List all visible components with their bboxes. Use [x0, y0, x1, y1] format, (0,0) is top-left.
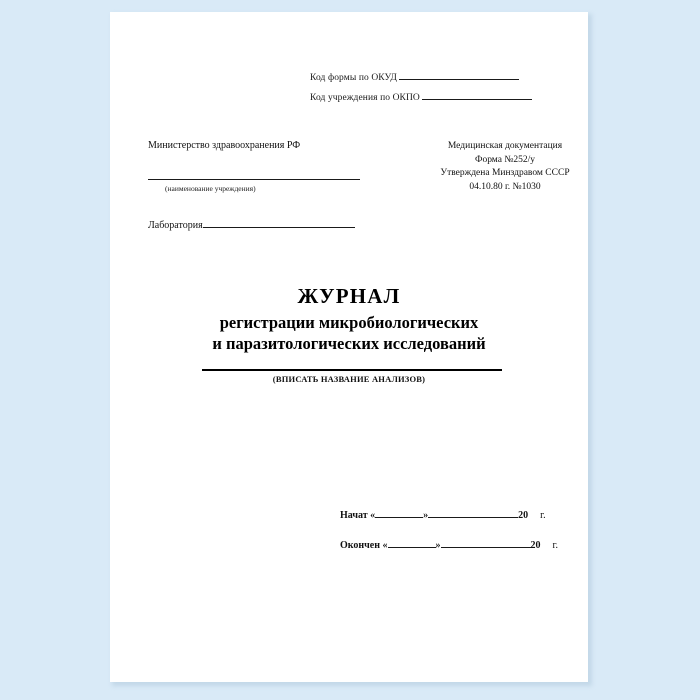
okud-code-row [310, 70, 560, 83]
meddoc-line-2: Форма №252/у [474, 154, 536, 165]
page-subtitle-line-2: и паразитологических исследований [212, 334, 486, 353]
institution-caption: (наименование учреждения) [165, 184, 256, 193]
start-date-row [340, 507, 558, 521]
end-date-row [340, 537, 558, 551]
page-subtitle-line-1: регистрации микробиологических [219, 313, 479, 332]
end-day-fill-line[interactable] [388, 537, 436, 548]
laboratory-label: Лаборатория [148, 220, 203, 231]
start-quote-open: « [370, 510, 376, 521]
institution-fill-line[interactable] [148, 179, 360, 180]
laboratory-row [148, 217, 355, 231]
end-year-prefix: 20 [530, 540, 541, 551]
okud-label: Код формы по ОКУД [310, 73, 397, 83]
end-month-fill-line[interactable] [441, 537, 531, 548]
document-title-block [110, 284, 588, 354]
dates-block [340, 507, 558, 567]
document-page [110, 12, 588, 682]
okpo-label: Код учреждения по ОКПО [310, 93, 420, 103]
start-month-fill-line[interactable] [428, 507, 518, 518]
analysis-name-caption: (ВПИСАТЬ НАЗВАНИЕ АНАЛИЗОВ) [272, 374, 426, 384]
laboratory-fill-line[interactable] [203, 217, 355, 228]
end-date-label: Окончен [340, 540, 381, 551]
meddoc-line-4: 04.10.80 г. №1030 [469, 181, 541, 192]
end-quote-close: » [435, 540, 441, 551]
okpo-code-row [310, 90, 560, 103]
start-day-fill-line[interactable] [375, 507, 423, 518]
okud-fill-line[interactable] [399, 70, 519, 80]
page-subtitle [110, 312, 588, 354]
start-year-suffix: г. [540, 510, 546, 521]
medical-documentation-block [410, 140, 600, 194]
end-year-suffix: г. [552, 540, 558, 551]
end-quote-open: « [382, 540, 388, 551]
meddoc-line-1: Медицинская документация [447, 141, 563, 151]
start-year-prefix: 20 [518, 510, 529, 521]
ministry-label: Министерство здравоохранения РФ [148, 140, 301, 151]
meddoc-line-3: Утверждена Минздравом СССР [440, 168, 570, 178]
start-date-label: Начат [340, 510, 368, 521]
analysis-name-fill-line[interactable] [202, 369, 502, 371]
start-quote-close: » [423, 510, 429, 521]
okpo-fill-line[interactable] [422, 90, 532, 100]
page-title: ЖУРНАЛ [297, 284, 401, 308]
form-codes-block [310, 70, 560, 110]
